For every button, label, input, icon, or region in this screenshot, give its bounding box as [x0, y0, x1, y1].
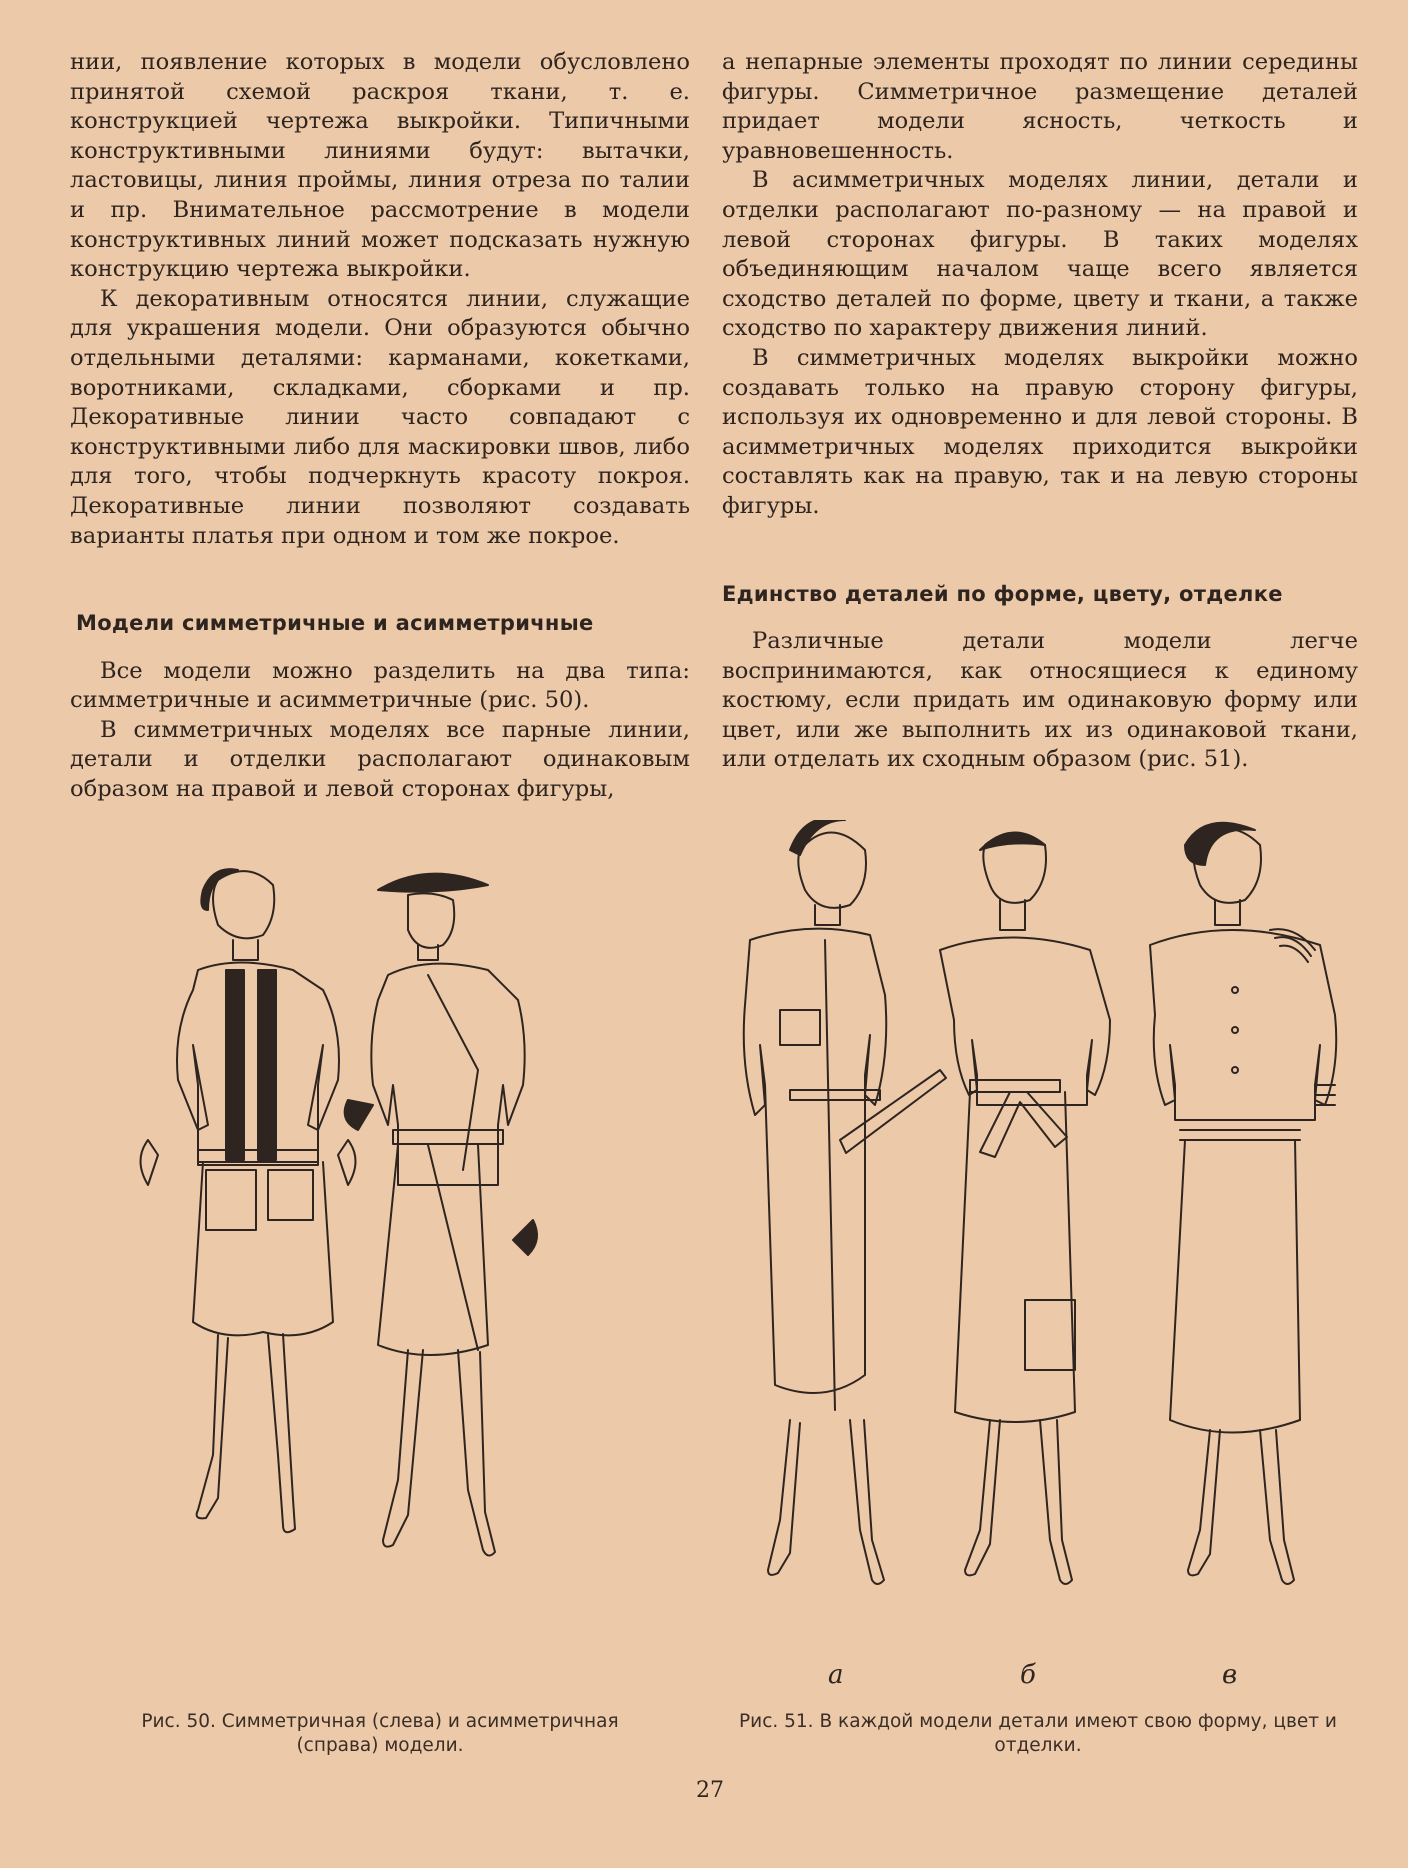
asymmetric-model-drawing: [345, 874, 537, 1556]
page-number: 27: [696, 1778, 724, 1803]
figure-label-b: б: [1020, 1660, 1036, 1690]
model-c-drawing: [1150, 823, 1336, 1584]
paragraph: К декоративным относятся линии, служащие для украшения модели. Они образуются обычно отдельными деталями: карманами, кокетками, воротниками, складками, сборками и пр. Декоративные линии часто совпадают с конструктивными либо для маскировки швов, либо для того, чтобы подчеркнуть красоту покроя. Декоративные линии позволяют создавать варианты платья при одном и том же покрое.: [70, 285, 690, 549]
paragraph: В симметричных моделях все парные линии, детали и отделки располагают одинаковым образом на правой и левой сторонах фигуры,: [70, 716, 690, 803]
figure-label-v: в: [1222, 1660, 1238, 1690]
section-heading: Модели симметричные и асимметричные: [76, 611, 594, 636]
symmetric-model-drawing: [141, 869, 356, 1532]
figure-50-illustration: [108, 860, 638, 1680]
paragraph: В асимметричных моделях линии, детали и отделки располагают по-разному — на правой и левой сторонах фигуры. В таких моделях объединяющим началом чаще всего является сходство деталей по форме, цвету и ткани, а также сходство по характеру движения линий.: [722, 167, 1358, 342]
left-column: [70, 48, 690, 805]
model-a-drawing: [744, 820, 946, 1584]
paragraph: Все модели можно разделить на два типа: симметричные и асимметричные (рис. 50).: [70, 657, 690, 714]
paragraph: Различные детали модели легче воспринимаются, как относящиеся к единому костюму, если придать им одинаковую форму или цвет, или же выполнить их из одинаковой ткани, или отделать их сходным образом (рис. 51).: [722, 628, 1358, 773]
paragraph: В симметричных моделях выкройки можно создавать только на правую сторону фигуры, используя их одновременно и для левой стороны. В асимметричных моделях приходится выкройки составлять как на правую, так и на левую стороны фигуры.: [722, 344, 1358, 519]
model-b-drawing: [940, 833, 1110, 1585]
figure-51-illustration: [720, 820, 1360, 1680]
figure-50-caption: Рис. 50. Симметричная (слева) и асимметричная (справа) модели.: [141, 1711, 619, 1756]
section-heading: Единство деталей по форме, цвету, отделке: [722, 581, 1283, 606]
paragraph: а непарные элементы проходят по линии середины фигуры. Симметричное размещение деталей придает модели ясность, четкость и уравновешенность.: [722, 49, 1358, 164]
figure-label-a: а: [828, 1660, 844, 1690]
right-column: [722, 48, 1358, 775]
paragraph: нии, появление которых в модели обусловлено принятой схемой раскроя ткани, т. е. конструкцией чертежа выкройки. Типичными конструктивными линиями будут: вытачки, ластовицы, линия проймы, линия отреза по талии и пр. Внимательное рассмотрение в модели конструктивных линий может подсказать нужную конструкцию чертежа выкройки.: [70, 49, 690, 283]
figure-51-caption: Рис. 51. В каждой модели детали имеют свою форму, цвет и отделки.: [739, 1711, 1337, 1756]
